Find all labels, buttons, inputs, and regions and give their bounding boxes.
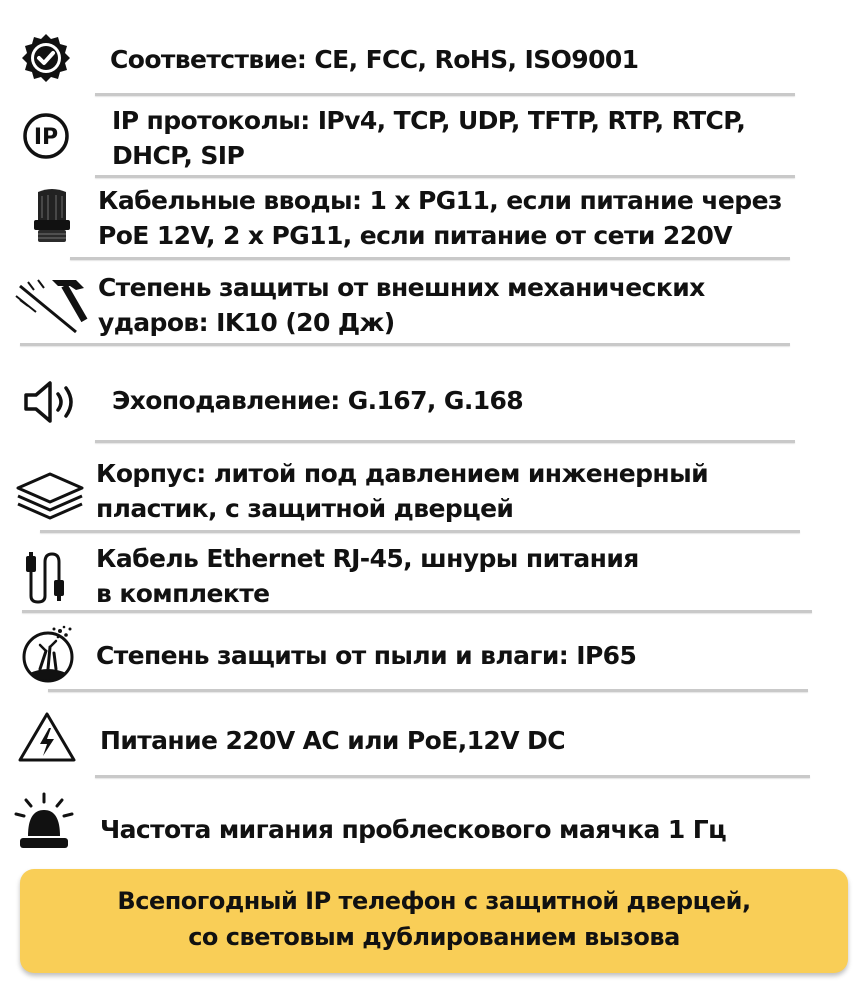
divider [70, 257, 790, 260]
feature-compliance-text: Соответствие: CE, FCC, RoHS, ISO9001 [110, 45, 639, 74]
feature-beacon-text: Частота мигания проблескового маячка 1 Гц [100, 815, 727, 844]
feature-echo-text: Эхоподавление: G.167, G.168 [112, 386, 524, 415]
feature-cables-text: Кабель Ethernet RJ-45, шнуры питания в комплекте [96, 544, 639, 608]
cable-gland-icon [30, 186, 74, 250]
high-voltage-icon [16, 710, 78, 768]
divider [95, 440, 795, 443]
speaker-icon [22, 380, 86, 428]
layers-icon [14, 470, 86, 526]
feature-ip65-text: Степень защиты от пыли и влаги: IP65 [96, 641, 637, 670]
feature-power-text: Питание 220V AC или PoE,12V DC [100, 726, 565, 755]
divider [22, 610, 812, 613]
divider [95, 775, 810, 778]
ip-protocol-icon [22, 112, 70, 164]
feature-cable-glands-text: Кабельные вводы: 1 x PG11, если питание через PoE 12V, 2 x PG11, если питание от сети 220V [98, 186, 782, 250]
dust-water-icon [20, 625, 76, 689]
banner-line-2: со световым дублированием вызова [188, 923, 680, 951]
cable-plug-icon [22, 550, 78, 610]
summary-banner [20, 869, 848, 973]
banner-line-1: Всепогодный IP телефон с защитной дверцей, [117, 887, 751, 915]
hammer-impact-icon [14, 276, 90, 340]
divider [48, 689, 808, 692]
divider [20, 343, 790, 346]
beacon-light-icon [10, 792, 78, 860]
feature-impact-text: Степень защиты от внешних механических ударов: IK10 (20 Дж) [98, 273, 705, 337]
divider [95, 175, 795, 178]
svg-text:IP: IP [33, 125, 59, 150]
feature-ip-protocols-text: IP протоколы: IPv4, TCP, UDP, TFTP, RTP, RTCP, DHCP, SIP [112, 106, 746, 170]
divider [95, 93, 795, 96]
feature-housing-text: Корпус: литой под давлением инженерный пластик, с защитной дверцей [96, 459, 709, 523]
certificate-check-icon [20, 32, 72, 88]
divider [40, 530, 800, 533]
